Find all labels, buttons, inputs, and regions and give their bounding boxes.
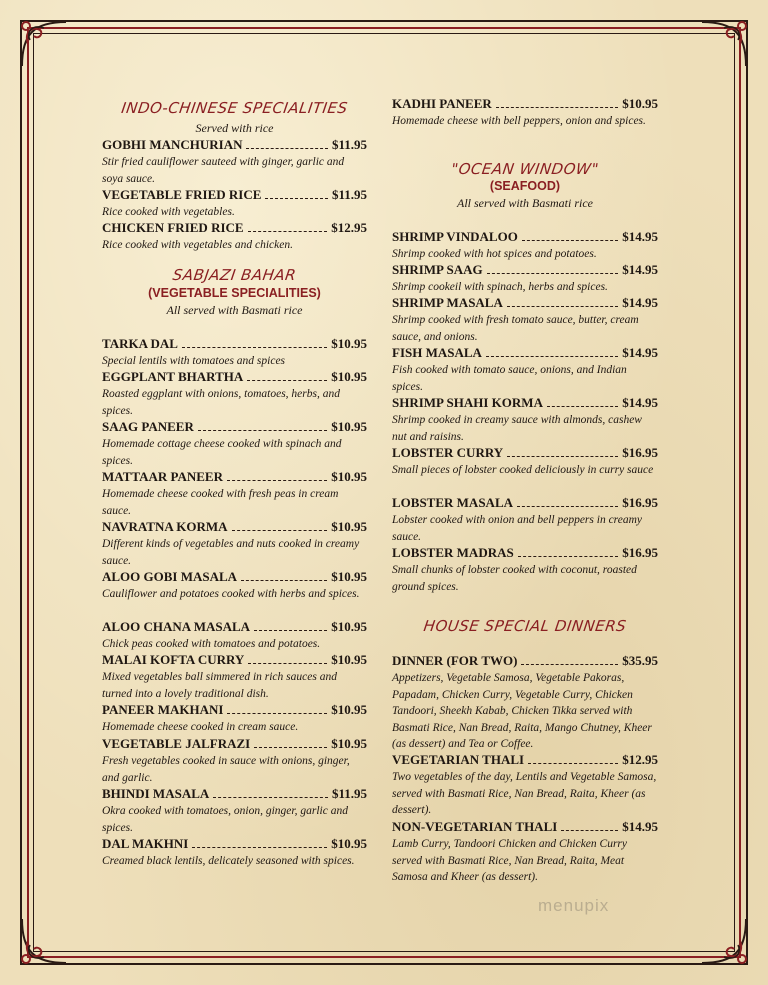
item-price: $10.95	[331, 836, 367, 851]
menu-item	[102, 652, 367, 702]
menu-item	[392, 96, 658, 130]
item-name: BHINDI MASALA	[102, 786, 210, 801]
menu-item	[102, 469, 367, 519]
menu-item	[392, 229, 658, 263]
item-description: Roasted eggplant with onions, tomatoes, herbs, and spices.	[102, 388, 340, 417]
item-name: CHICKEN FRIED RICE	[102, 220, 244, 235]
menu-item	[392, 495, 658, 545]
item-name: GOBHI MANCHURIAN	[102, 137, 243, 152]
item-name: LOBSTER CURRY	[392, 445, 504, 460]
item-price: $11.95	[331, 786, 367, 801]
menu-item	[392, 752, 658, 819]
item-name: TARKA DAL	[102, 336, 178, 351]
house-special-title: HOUSE SPECIAL DINNERS	[422, 617, 628, 635]
item-price: $10.95	[331, 336, 367, 351]
item-price: $10.95	[331, 652, 367, 667]
item-price: $14.95	[622, 295, 658, 310]
menu-item	[102, 187, 367, 221]
item-price: $10.95	[331, 702, 367, 717]
item-name: VEGETABLE JALFRAZI	[102, 736, 251, 751]
menu-item	[102, 619, 367, 653]
item-name: SHRIMP MASALA	[392, 295, 503, 310]
item-description: Two vegetables of the day, Lentils and Vegetable Samosa, served with Basmati Rice, Nan Bread, Raita, Kheer (as dessert).	[392, 771, 657, 816]
ocean-window-note: All served with Basmati rice	[457, 196, 593, 210]
item-price: $12.95	[331, 220, 367, 235]
item-name: VEGETARIAN THALI	[392, 752, 525, 767]
menu-item	[102, 736, 367, 786]
menu-item	[102, 569, 367, 603]
item-name: MALAI KOFTA CURRY	[102, 652, 245, 667]
item-description: Homemade cottage cheese cooked with spinach and spices.	[102, 438, 342, 467]
menu-item	[392, 819, 658, 886]
item-name: SAAG PANEER	[102, 419, 194, 434]
item-name: VEGETABLE FRIED RICE	[102, 187, 262, 202]
item-price: $11.95	[331, 187, 367, 202]
corner-ornament-icon	[14, 911, 74, 971]
item-description: Mixed vegetables ball simmered in rich sauces and turned into a lovely traditional dish.	[102, 671, 337, 700]
menu-item	[392, 345, 658, 395]
item-price: $16.95	[622, 545, 658, 560]
menu-item	[102, 419, 367, 469]
item-name: LOBSTER MASALA	[392, 495, 513, 510]
item-price: $14.95	[622, 262, 658, 277]
item-description: Homemade cheese cooked with fresh peas in cream sauce.	[102, 488, 339, 517]
item-description: Okra cooked with tomatoes, onion, ginger, garlic and spices.	[102, 805, 348, 834]
item-description: Shrimp cooked with hot spices and potatoes.	[392, 248, 597, 260]
menu-item	[392, 395, 658, 445]
item-price: $14.95	[622, 345, 658, 360]
item-description: Shrimp cookeil with spinach, herbs and spices.	[392, 281, 608, 293]
indo-chinese-title: INDO-CHINESE SPECIALITIES	[120, 99, 349, 117]
menu-item	[392, 445, 658, 479]
item-name: ALOO CHANA MASALA	[102, 619, 251, 634]
corner-ornament-icon	[14, 14, 74, 74]
item-price: $10.95	[331, 736, 367, 751]
item-price: $11.95	[331, 137, 367, 152]
item-description: Small pieces of lobster cooked deliciously in curry sauce	[392, 464, 654, 476]
item-description: Homemade cheese with bell peppers, onion and spices.	[392, 115, 646, 127]
menu-item	[392, 262, 658, 296]
item-description: Homemade cheese cooked in cream sauce.	[102, 721, 299, 733]
menu-item	[392, 545, 658, 595]
item-price: $16.95	[622, 495, 658, 510]
sabjazi-title: SABJAZI BAHAR	[171, 266, 298, 284]
item-description: Chick peas cooked with tomatoes and potatoes.	[102, 638, 321, 650]
item-name: KADHI PANEER	[392, 96, 492, 111]
item-price: $10.95	[331, 569, 367, 584]
item-name: MATTAAR PANEER	[102, 469, 223, 484]
item-name: NON-VEGETARIAN THALI	[392, 819, 558, 834]
item-name: LOBSTER MADRAS	[392, 545, 514, 560]
menu-item	[102, 336, 367, 370]
corner-ornament-icon	[694, 14, 754, 74]
item-description: Small chunks of lobster cooked with coconut, roasted ground spices.	[392, 564, 637, 593]
item-price: $14.95	[622, 819, 658, 834]
item-price: $16.95	[622, 445, 658, 460]
item-description: Fresh vegetables cooked in sauce with onions, ginger, and garlic.	[102, 755, 350, 784]
menu-item	[102, 786, 367, 836]
watermark: menupix	[538, 896, 610, 915]
item-price: $12.95	[622, 752, 658, 767]
item-description: Lamb Curry, Tandoori Chicken and Chicken Curry served with Basmati Rice, Nan Bread, Raita, Meat Samosa and Kheer (as dessert).	[392, 838, 628, 883]
item-description: Rice cooked with vegetables.	[102, 206, 235, 218]
item-name: FISH MASALA	[392, 345, 482, 360]
item-name: SHRIMP SAAG	[392, 262, 483, 277]
item-price: $10.95	[331, 419, 367, 434]
corner-ornament-icon	[694, 911, 754, 971]
item-name: NAVRATNA KORMA	[102, 519, 228, 534]
item-price: $35.95	[622, 653, 658, 668]
item-name: SHRIMP VINDALOO	[392, 229, 518, 244]
menu-item	[102, 220, 367, 254]
sabjazi-subtitle: (VEGETABLE SPECIALITIES)	[148, 286, 321, 300]
item-description: Different kinds of vegetables and nuts cooked in creamy sauce.	[102, 538, 360, 567]
sabjazi-note: All served with Basmati rice	[166, 303, 303, 317]
item-name: PANEER MAKHANI	[102, 702, 224, 717]
item-description: Stir fried cauliflower sauteed with ginger, garlic and soya sauce.	[102, 156, 345, 185]
item-name: DINNER (FOR TWO)	[392, 653, 518, 668]
item-description: Cauliflower and potatoes cooked with herbs and spices.	[102, 588, 360, 600]
item-price: $10.95	[331, 469, 367, 484]
item-description: Appetizers, Vegetable Samosa, Vegetable Pakoras, Papadam, Chicken Curry, Vegetable Curry, Chicken Tandoori, Sheekh Kabab, Chicken Tikka served with Basmati Rice, Nan Bread, Raita, Mango Chutney, Kheer (as dessert) and Tea or Coffee.	[392, 672, 652, 750]
item-price: $10.95	[331, 619, 367, 634]
item-price: $14.95	[622, 395, 658, 410]
menu-item	[102, 369, 367, 419]
item-name: ALOO GOBI MASALA	[102, 569, 238, 584]
ocean-window-title: "OCEAN WINDOW"	[449, 160, 600, 178]
menu-item	[102, 137, 367, 187]
item-description: Rice cooked with vegetables and chicken.	[102, 239, 293, 251]
item-description: Special lentils with tomatoes and spices	[102, 355, 286, 367]
item-price: $10.95	[331, 369, 367, 384]
menu-item	[102, 836, 367, 870]
menu-item	[392, 295, 658, 345]
ocean-window-subtitle: (SEAFOOD)	[489, 179, 561, 193]
item-description: Creamed black lentils, delicately seasoned with spices.	[102, 855, 355, 867]
menu-item	[102, 519, 367, 569]
item-name: DAL MAKHNI	[102, 836, 189, 851]
indo-chinese-note: Served with rice	[195, 121, 274, 135]
item-description: Fish cooked with tomato sauce, onions, and Indian spices.	[392, 364, 627, 393]
item-price: $10.95	[331, 519, 367, 534]
menu-item	[392, 653, 658, 753]
item-description: Shrimp cooked with fresh tomato sauce, butter, cream sauce, and onions.	[392, 314, 639, 343]
menu-item	[102, 702, 367, 736]
item-price: $14.95	[622, 229, 658, 244]
item-name: SHRIMP SHAHI KORMA	[392, 395, 543, 410]
item-name: EGGPLANT BHARTHA	[102, 369, 244, 384]
item-price: $10.95	[622, 96, 658, 111]
item-description: Lobster cooked with onion and bell peppers in creamy sauce.	[392, 514, 642, 543]
item-description: Shrimp cooked in creamy sauce with almonds, cashew nut and raisins.	[392, 414, 642, 443]
